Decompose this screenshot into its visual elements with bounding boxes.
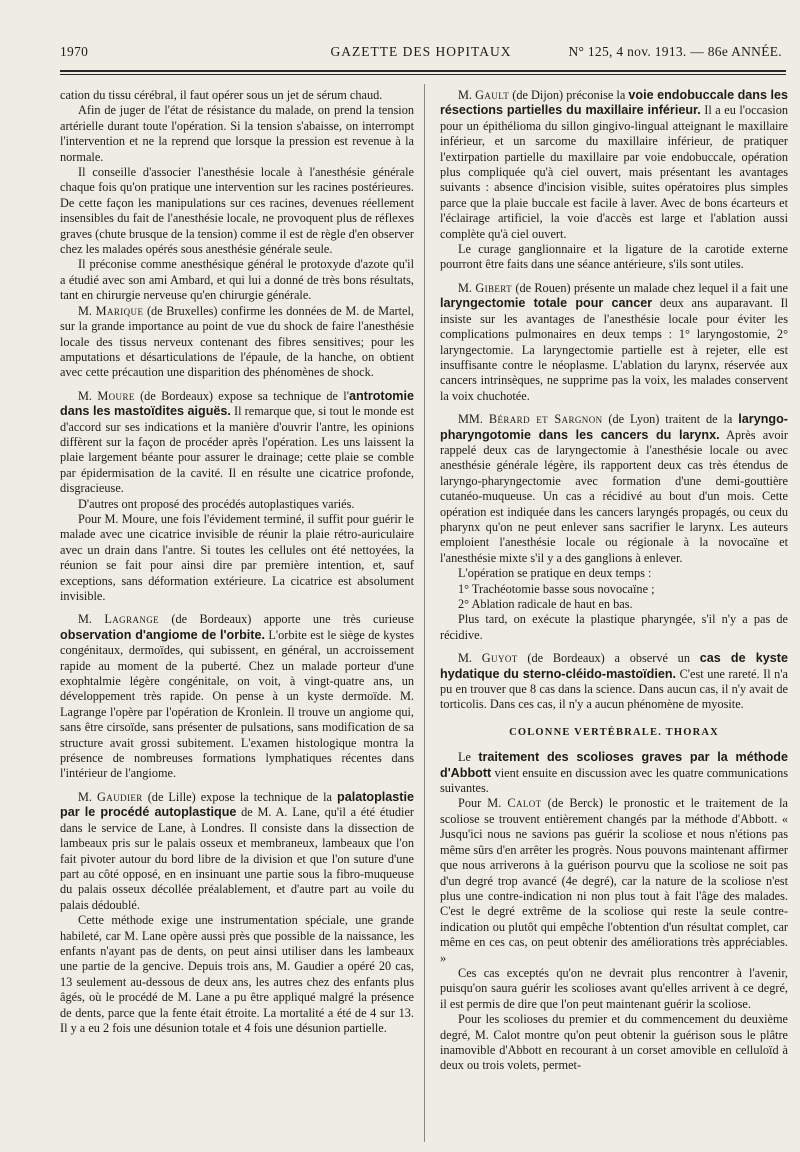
paragraph-text: (de Lyon) traitent de la bbox=[608, 412, 733, 427]
prefix-m: M. bbox=[78, 303, 93, 318]
paragraph-text: Il remarque que, si tout le monde est d'accord sur ses indications et la manière d'ouvrir l'antre, les opinions diffèrent sur la façon de procéder après l'opération. Les uns laissent la plaie largement béante pour assurer le drainage; cette plaie se comble par épidermisation de la cavité. Il en résulte une cicatrice profonde, disgracieuse. bbox=[60, 404, 414, 496]
author-name: Gaudier bbox=[97, 789, 143, 804]
paragraph-text: (de Berck) le pronostic et le traitement de la scoliose se trouvent entièrement changés par la méthode d'Abbott. « Jusqu'ici nous ne savions pas guérir la scoliose et nous n'étions pas même sûrs d'en arrêter les progrès. Nous pouvons maintenant affirmer que nous arriverons à la guérison pourvu que la scoliose ne soit pas d'un degré trop avancé (4e degré), car la nature de la scoliose n'est plus une contre-indication ni non plus tout à fait l'âge des malades. C'est le degré extrême de la scoliose qui reste la seule contre-indication ou plutôt qui empêche l'obtention d'un résultat complet, car même en ces cas, on peut obtenir des améliorations très appréciables. » bbox=[440, 796, 788, 965]
author-name: Calot bbox=[507, 796, 542, 811]
paragraph bbox=[440, 88, 788, 242]
paragraph-text: L'orbite est le siège de kystes congénitaux, dermoïdes, qui subissent, en général, un accroissement rapide au moment de la puberté. Chez un malade porteur d'une exophtalmie légère congénitale, on voit, à vingt-quatre ans, un développement très rapide. On pense à un kyste dermoïde. M. Lagrange l'opère par l'opération de Kronlein. Il trouve un angiome qui, sans être cirsoïde, sans présenter de pulsations, sans modification de sa structure avait grossi subitement. L'examen histologique montra la présence de nombreuses formations lymphatiques récentes dans l'intérieur de l'angiome. bbox=[60, 627, 414, 781]
author-name: Lagrange bbox=[104, 612, 160, 627]
paragraph-text: C'est une rareté. Il n'a pu en trouver que 8 cas dans la science. Dans aucun cas, il n'y avait de torticolis. Dans ces cas, il n'y a aucun phénomène de myosite. bbox=[440, 666, 788, 712]
list-item: 1° Trachéotomie basse sous novocaïne ; bbox=[458, 581, 655, 596]
paragraph: Ces cas exceptés qu'on ne devrait plus rencontrer à l'avenir, puisqu'on saura guérir les scolioses avant qu'elles arrivent à ce degré, il est permis de dire que l'on peut maintenant guérir la scoliose. bbox=[440, 965, 788, 1011]
paragraph: Afin de juger de l'état de résistance du malade, on prend la tension artérielle durant toute l'opération. Si la tension s'abaisse, on interrompt l'intervention et ne la reprend que lorsque la pression est revenue à la normale. bbox=[60, 103, 414, 164]
paragraph-text: (de Bordeaux) expose sa technique de l' bbox=[140, 388, 349, 403]
prefix-m: M. bbox=[458, 280, 473, 295]
prefix-m: M. bbox=[458, 651, 473, 666]
paragraph-text: Le bbox=[458, 750, 471, 765]
prefix-m: M. bbox=[78, 612, 93, 627]
paragraph bbox=[440, 281, 788, 404]
topic-bold: antrotomie dans les mastoïdites aiguës. bbox=[60, 388, 414, 419]
paragraph-text: Après avoir rappelé deux cas de laryngectomie à l'anesthésie locale ou avec anesthésie générale légère, ils rapportent deux cas très étendus de laryngo-pharyngectomie avec formation d'une demi-gouttière cutanéo-muqueuse. Un cas a récidivé au bout d'un mois. Cette opération est indiquée dans les cancers laryngés propagés, ou ceux du pharynx qu'on ne peut enlever sans sacrifier le larynx. Les auteurs emploient l'anesthésie locale ou régionale à la novocaïne et l'anesthésie mixte s'il y a des ganglions à enlever. bbox=[440, 427, 788, 565]
paragraph: Il conseille d'associer l'anesthésie locale à l'anesthésie générale chaque fois qu'on pratique une intervention sur les racines postérieures. De cette façon les manipulations sur ces racines, devenues réellement insensibles du fait de l'anesthésie locale, ne provoquent plus de réflexes graves (chute brusque de la tension) comme il est de règle d'en observer chez les malades opérés sous anesthésie générale seule. bbox=[60, 165, 414, 257]
paragraph: Pour M. Moure, une fois l'évidement terminé, il suffit pour guérir le malade avec une cicatrice invisible de réunir la plaie rétro-auriculaire avec un drain dans l'antre. Si toutes les cellules ont été nettoyées, la réunion se fait pour ainsi dire par première intention, et, sauf exceptions, sans déformation extérieure. La cicatrice est absolument invisible. bbox=[60, 511, 414, 603]
paragraph bbox=[440, 796, 788, 965]
topic-bold: cas de kyste hydatique du sterno-cléido-mastoïdien. bbox=[440, 651, 788, 681]
paragraph bbox=[440, 412, 788, 566]
author-name: Marique bbox=[95, 303, 144, 318]
paragraph bbox=[60, 790, 414, 913]
paragraph: L'opération se pratique en deux temps : bbox=[458, 566, 652, 581]
paragraph: Le curage ganglionnaire et la ligature de la carotide externe pourront être faits dans une séance antérieure, s'ils sont utiles. bbox=[440, 242, 788, 272]
paragraph-text: vient ensuite en discussion avec les quatre communications suivantes. bbox=[440, 765, 788, 796]
issue-info: N° 125, 4 nov. 1913. — 86e ANNÉE. bbox=[568, 44, 782, 59]
paragraph-text: (de Bordeaux) apporte une très curieuse bbox=[171, 612, 414, 627]
header-rule-thick bbox=[60, 70, 786, 72]
journal-title: GAZETTE DES HOPITAUX bbox=[330, 44, 512, 59]
paragraph-text: (de Rouen) présente un malade chez lequel il a fait une bbox=[515, 280, 788, 295]
paragraph bbox=[60, 389, 414, 497]
topic-bold: observation d'angiome de l'orbite. bbox=[60, 627, 266, 642]
prefix-m: M. bbox=[78, 789, 93, 804]
list-item: 2° Ablation radicale de haut en bas. bbox=[458, 597, 633, 611]
paragraph bbox=[440, 651, 788, 713]
prefix-mm: MM. bbox=[458, 412, 483, 427]
paragraph-text: de M. A. Lane, qu'il a été étudier dans le service de Lane, à Londres. Il consiste dans la dissection de lambeaux pris sur le palais osseux et membraneux, lambeaux que l'on fait pivoter autour du bord libre de la division et que l'on suture d'une part au côté opposé, en en insinuant une partie sous la fibro-muqueuse du palais osseux décollée préalablement, et d'autre part au voile du palais dédoublé. bbox=[60, 805, 414, 912]
paragraph-text: (de Bordeaux) a observé un bbox=[527, 651, 690, 666]
paragraph-text: deux ans auparavant. Il insiste sur les avantages de l'anesthésie locale pour éviter les complications pulmonaires en deux temps : 1° laryngostomie, 2° laryngectomie. La laryngectomie partielle est à rejeter, elle est insuffisante contre le néoplasme. L'ablation du larynx, réservée aux cancers intrinsèques, ne supprime pas la voix, les malades conservent la voix chuchotée. bbox=[440, 296, 788, 403]
paragraph bbox=[60, 612, 414, 781]
author-name: Guyot bbox=[481, 651, 518, 666]
right-column bbox=[440, 88, 788, 1148]
paragraph-text: Il a eu l'occasion pour un épithélioma du sillon gingivo-lingual atteignant le maxillaire inférieur, et un sarcome du maxillaire inférieur, de pratiquer l'extirpation partielle du maxillaire par voie endobuccale, opération plus compliquée qu'à ciel ouvert, mais présentant les avantages suivants : absence d'incision visible, suites opératoires plus simples parce que la plaie buccale est facile à laver. Avec de bons écarteurs et l'éclairage artificiel, la voie d'accès est large et l'ablation aussi complète qu'à ciel ouvert. bbox=[440, 103, 788, 241]
paragraph-text: (de Bruxelles) confirme les données de M. de Martel, sur la grande importance au point de vue du shock de faire l'anesthésie locale des tissus nerveux contenant des fibres sensitives; pour les amputations et désarticulations de l'épaule, de la hanche, on obtient avec cette précaution une disparition des phénomènes de shock. bbox=[60, 303, 414, 380]
prefix-pour-m: Pour M. bbox=[458, 796, 502, 811]
author-name: Gibert bbox=[475, 280, 513, 295]
page-header bbox=[60, 44, 782, 66]
paragraph-text: (de Dijon) préconise la bbox=[512, 88, 626, 102]
page-number: 1970 bbox=[60, 44, 89, 59]
topic-bold: voie endobuccale dans les résections partielles du maxillaire inférieur. bbox=[440, 88, 788, 118]
column-separator bbox=[424, 84, 425, 1142]
paragraph: Plus tard, on exécute la plastique pharyngée, s'il n'y a pas de récidive. bbox=[440, 612, 788, 642]
prefix-m: M. bbox=[78, 388, 93, 403]
topic-bold: traitement des scolioses graves par la méthode d'Abbott bbox=[440, 750, 788, 780]
prefix-m: M. bbox=[458, 88, 473, 102]
author-name: Gault bbox=[475, 88, 510, 102]
paragraph bbox=[440, 750, 788, 796]
topic-bold: palatoplastie par le procédé autoplastique bbox=[60, 789, 414, 820]
topic-bold: laryngectomie totale pour cancer bbox=[440, 296, 653, 311]
topic-bold: laryngo-pharyngotomie dans les cancers du larynx. bbox=[440, 412, 788, 442]
paragraph: Cette méthode exige une instrumentation spéciale, une grande habileté, car M. Lane opère aussi près que possible de la naissance, les enfants n'ayant pas de dents, on peut ainsi utiliser dans les lambeaux une partie de la gencive. Depuis trois ans, M. Gaudier a opéré 20 cas, 13 seulement au-dessous de deux ans, les autres chez des enfants plus âgés, où le procédé de M. Lane a pu être appliqué malgré la présence de dents, parce que la fente était étroite. La mortalité a été de 4 sur 13. Il y a eu 2 fois une désunion totale et 4 fois une désunion partielle. bbox=[60, 913, 414, 1035]
left-column bbox=[60, 88, 414, 1148]
author-names: Bérard et Sargnon bbox=[488, 412, 603, 427]
paragraph bbox=[60, 304, 414, 381]
paragraph: Pour les scolioses du premier et du commencement du deuxième degré, M. Calot montre qu'on peut obtenir la guérison sous le plâtre inamovible d'Abbott en recourant à un corset amovible en celluloïd à deux ou trois volets, permet- bbox=[440, 1012, 788, 1073]
section-heading: COLONNE VERTÉBRALE. THORAX bbox=[509, 726, 719, 738]
paragraph: D'autres ont proposé des procédés autoplastiques variés. bbox=[78, 496, 355, 511]
header-rule-thin bbox=[60, 74, 786, 75]
paragraph: Il préconise comme anesthésique général le protoxyde d'azote qu'il a étudié avec son ami Ambard, et qui lui a donné de très bons résultats, tant en chirurgie nerveuse qu'en chirurgie générale. bbox=[60, 257, 414, 303]
paragraph-text: (de Lille) expose la technique de la bbox=[147, 789, 333, 804]
paragraph: cation du tissu cérébral, il faut opérer sous un jet de sérum chaud. bbox=[60, 88, 383, 102]
author-name: Moure bbox=[97, 388, 135, 403]
